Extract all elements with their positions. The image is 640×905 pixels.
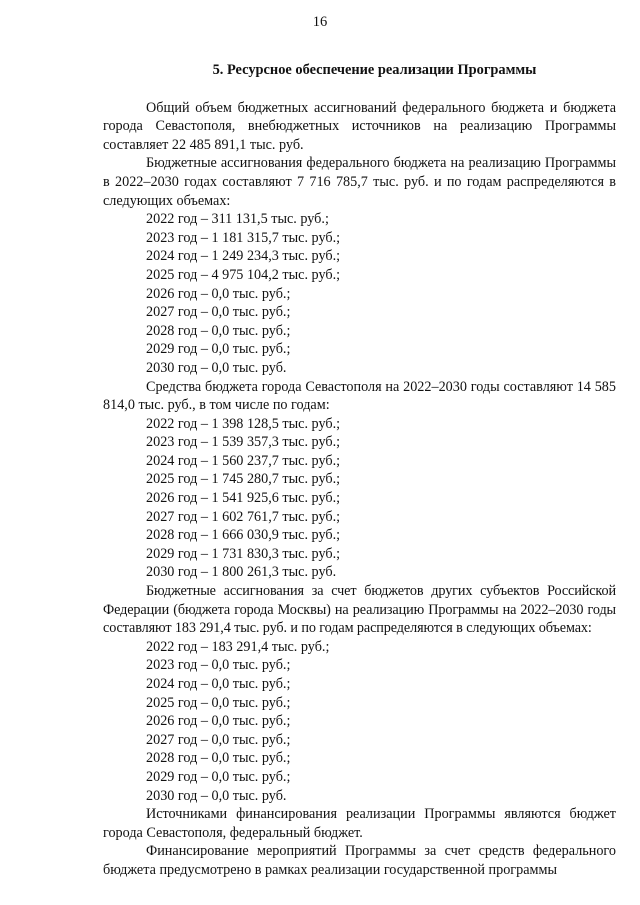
list-item: 2022 год – 183 291,4 тыс. руб.; xyxy=(146,638,330,655)
list-item: 2027 год – 0,0 тыс. руб.; xyxy=(146,304,291,321)
page-number: 16 xyxy=(312,14,328,30)
list-item: 2024 год – 1 560 237,7 тыс. руб.; xyxy=(146,452,341,469)
list-item: 2024 год – 1 249 234,3 тыс. руб.; xyxy=(146,248,341,265)
paragraph-city-budget: Средства бюджета города Севастополя на 2022–2030 годы составляют 14 585 814,0 тыс. руб., в том числе по годам: xyxy=(103,378,616,414)
list-item: 2028 год – 1 666 030,9 тыс. руб.; xyxy=(146,527,341,544)
paragraph-moscow-budget: Бюджетные ассигнования за счет бюджетов других субъектов Российской Федерации (бюджета города Москвы) на реализацию Программы на 2022–2030 годы составляют 183 291,4 тыс. руб. и по годам распределяются в следующих объемах: xyxy=(103,583,616,637)
list-item: 2023 год – 1 181 315,7 тыс. руб.; xyxy=(146,229,341,246)
list-item: 2029 год – 1 731 830,3 тыс. руб.; xyxy=(146,545,341,562)
list-item: 2025 год – 4 975 104,2 тыс. руб.; xyxy=(146,266,341,283)
section-heading: 5. Ресурсное обеспечение реализации Программы xyxy=(212,62,537,78)
list-item: 2022 год – 1 398 128,5 тыс. руб.; xyxy=(146,415,341,432)
list-item: 2023 год – 0,0 тыс. руб.; xyxy=(146,657,291,674)
list-item: 2025 год – 1 745 280,7 тыс. руб.; xyxy=(146,471,341,488)
list-item: 2026 год – 1 541 925,6 тыс. руб.; xyxy=(146,490,341,507)
list-item: 2030 год – 0,0 тыс. руб. xyxy=(146,787,287,804)
city-years-list xyxy=(103,415,616,582)
list-item: 2027 год – 1 602 761,7 тыс. руб.; xyxy=(146,508,341,525)
federal-years-list xyxy=(103,210,616,377)
list-item: 2028 год – 0,0 тыс. руб.; xyxy=(146,750,291,767)
list-item: 2024 год – 0,0 тыс. руб.; xyxy=(146,676,291,692)
list-item: 2026 год – 0,0 тыс. руб.; xyxy=(146,713,291,730)
list-item: 2030 год – 1 800 261,3 тыс. руб. xyxy=(146,564,337,581)
paragraph-federal-financing: Финансирование мероприятий Программы за счет средств федерального бюджета предусмотрено в рамках реализации государственной программы xyxy=(103,843,616,878)
paragraph-total-budget: Общий объем бюджетных ассигнований федерального бюджета и бюджета города Севастополя, внебюджетных источников на реализацию Программы составляет 22 485 891,1 тыс. руб. xyxy=(103,99,616,153)
list-item: 2026 год – 0,0 тыс. руб.; xyxy=(146,285,291,302)
list-item: 2022 год – 311 131,5 тыс. руб.; xyxy=(146,211,329,228)
list-item: 2030 год – 0,0 тыс. руб. xyxy=(146,359,287,376)
list-item: 2028 год – 0,0 тыс. руб.; xyxy=(146,322,291,339)
paragraph-funding-sources: Источниками финансирования реализации Программы являются бюджет города Севастополя, федеральный бюджет. xyxy=(103,806,616,841)
list-item: 2023 год – 1 539 357,3 тыс. руб.; xyxy=(146,434,341,451)
list-item: 2029 год – 0,0 тыс. руб.; xyxy=(146,341,291,358)
moscow-years-list xyxy=(103,638,616,805)
document-body xyxy=(103,61,616,880)
list-item: 2025 год – 0,0 тыс. руб.; xyxy=(146,694,291,711)
list-item: 2027 год – 0,0 тыс. руб.; xyxy=(146,731,291,748)
paragraph-federal-budget: Бюджетные ассигнования федерального бюджета на реализацию Программы в 2022–2030 годах составляют 7 716 785,7 тыс. руб. и по годам распределяются в следующих объемах: xyxy=(103,155,616,209)
list-item: 2029 год – 0,0 тыс. руб.; xyxy=(146,768,291,785)
